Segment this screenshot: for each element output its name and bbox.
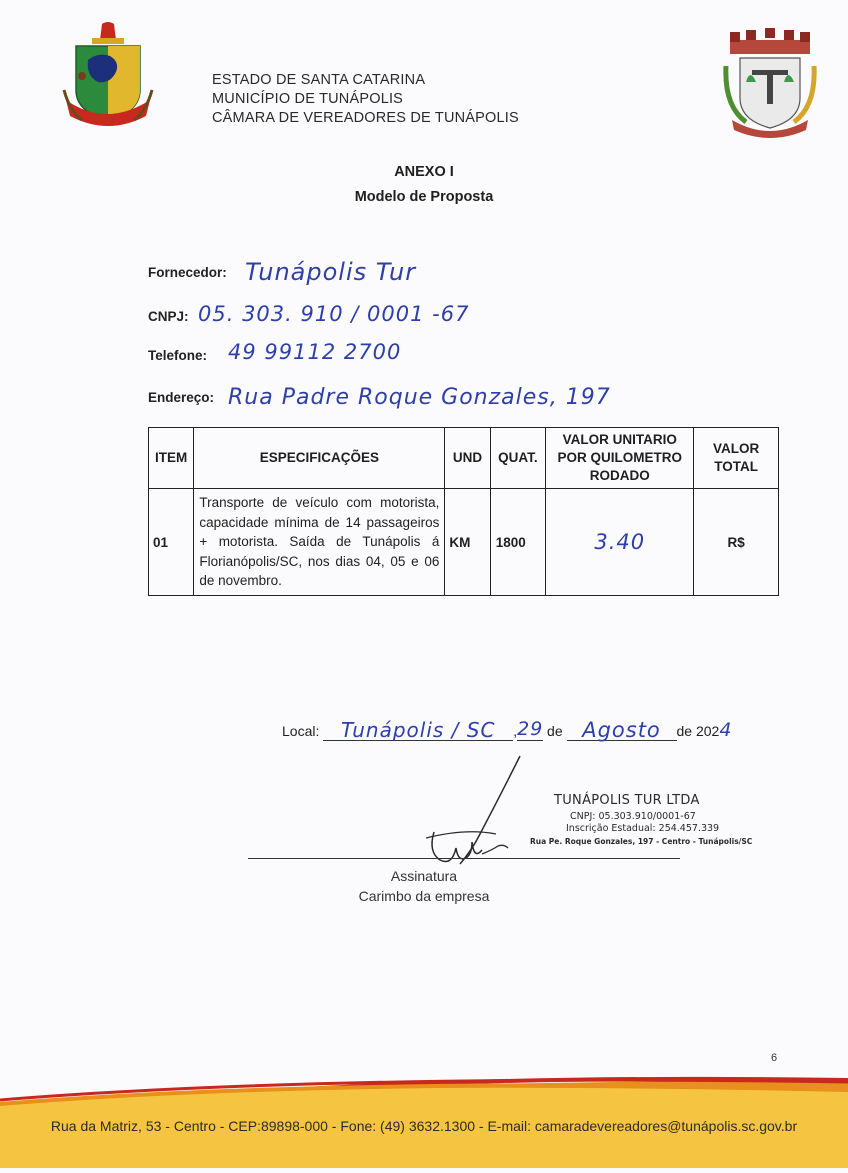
row-quantity: 1800: [490, 489, 545, 596]
header-line-chamber: CÂMARA DE VEREADORES DE TUNÁPOLIS: [212, 110, 519, 126]
company-stamp: [530, 793, 752, 846]
municipal-coat-of-arms: [722, 26, 818, 138]
footer-contact: Rua da Matriz, 53 - Centro - CEP:89898-000 - Fone: (49) 3632.1300 - E-mail: camaradevereadores@tunápolis.sc.gov.br: [50, 1118, 798, 1134]
local-date-line: Local: Tunápolis / SC ,29 de Agosto de 2024: [282, 718, 733, 742]
local-place: Tunápolis / SC: [323, 718, 513, 741]
header-unit-value: VALOR UNITARIO POR QUILOMETRO RODADO: [546, 428, 694, 489]
stamp-address: Rua Pe. Roque Gonzales, 197 - Centro - Tunápolis/SC: [530, 837, 753, 846]
page-number: 6: [771, 1052, 778, 1064]
cnpj-value: 05. 303. 910 / 0001 -67: [198, 302, 470, 326]
header-quantity: QUAT.: [490, 428, 545, 489]
state-coat-of-arms: [62, 20, 154, 132]
table-row: [149, 489, 779, 596]
local-day: 29: [517, 718, 544, 740]
signature-line: [248, 858, 680, 859]
stamp-cnpj: CNPJ: 05.303.910/0001-67: [570, 811, 696, 822]
header-line-municipality: MUNICÍPIO DE TUNÁPOLIS: [212, 91, 404, 107]
row-unit-value: 3.40: [594, 530, 646, 554]
header-line-state: ESTADO DE SANTA CATARINA: [212, 72, 426, 88]
row-item: 01: [149, 489, 194, 596]
signature-caption: Assinatura: [390, 868, 458, 884]
stamp-state-registration: Inscrição Estadual: 254.457.339: [566, 823, 720, 834]
stamp-company-name: TUNÁPOLIS TUR LTDA: [554, 793, 700, 808]
header-unit: UND: [445, 428, 490, 489]
row-unit-value-cell: [546, 489, 694, 596]
proposal-table: [148, 427, 779, 596]
cnpj-label: CNPJ:: [148, 309, 189, 324]
annex-title: ANEXO I: [394, 164, 454, 180]
local-year-digit: 4: [719, 719, 733, 741]
endereco-label: Endereço:: [148, 390, 215, 405]
row-specification: Transporte de veículo com motorista, capacidade mínima de 14 passageiros + motorista. Saída de Tunápolis á Florianópolis/SC, nos dias 04, 05 e 06 de novembro.: [194, 489, 445, 596]
header-item: ITEM: [149, 428, 194, 489]
header-total-value: VALOR TOTAL: [694, 428, 779, 489]
endereco-value: Rua Padre Roque Gonzales, 197: [228, 385, 611, 410]
local-de-1: de: [547, 723, 563, 739]
telefone-value: 49 99112 2700: [228, 340, 402, 364]
local-month: Agosto: [567, 718, 677, 741]
handwritten-signature: [420, 752, 530, 872]
header-specifications: ESPECIFICAÇÕES: [194, 428, 445, 489]
row-total: R$: [694, 489, 779, 596]
telefone-label: Telefone:: [148, 348, 208, 363]
fornecedor-value: Tunápolis Tur: [245, 258, 417, 286]
fornecedor-label: Fornecedor:: [148, 265, 227, 280]
table-header-row: [149, 428, 779, 489]
local-de-2: de 202: [676, 723, 720, 739]
annex-subtitle: Modelo de Proposta: [354, 189, 494, 205]
local-label: Local:: [282, 723, 320, 739]
row-unit: KM: [445, 489, 490, 596]
company-stamp-caption: Carimbo da empresa: [358, 888, 490, 904]
header-institution: [212, 71, 519, 128]
